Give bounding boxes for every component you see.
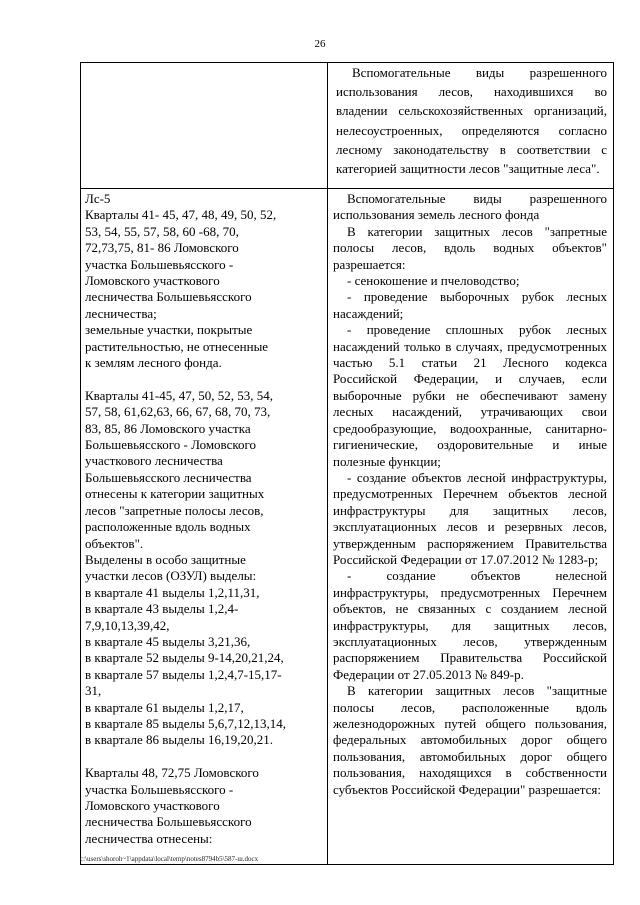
left-text-line: лесничества;: [85, 305, 157, 321]
table-row: [81, 189, 614, 865]
left-text-line: растительностью, не отнесенные: [85, 338, 269, 354]
main-right-cell: [328, 189, 614, 865]
left-text-line: земельные участки, покрытые: [85, 322, 253, 338]
left-text-line: Ломовского участкового: [85, 798, 220, 813]
left-text-line: 83, 85, 86 Ломовского участка: [85, 420, 251, 436]
left-text-line: к землям лесного фонда.: [85, 355, 222, 371]
file-path-footer: c:\users\shoroh~1\appdata\local\temp\notes8794b5\587-ш.docx: [80, 855, 259, 863]
left-text-line: Кварталы 41- 45, 47, 48, 49, 50, 52,: [85, 207, 277, 223]
main-left-cell: [81, 189, 328, 865]
table-row: [81, 63, 614, 189]
left-text-line: Выделены в особо защитные: [85, 551, 246, 567]
left-text-line: участка Большевьясского -: [85, 256, 234, 272]
document-table: [80, 62, 614, 865]
left-text-block: [85, 765, 324, 847]
left-text-line: Ломовского участкового: [85, 273, 220, 289]
left-text-line: объектов".: [85, 535, 144, 551]
top-right-paragraph: Вспомогательные виды разрешенного использования лесов, находившихся во владении сельскохозяйственных организаций, нелесоустроенных, определяются согласно лесному законодательству в соответствии с категорией защитности лесов "защитные леса".: [336, 65, 607, 177]
left-text-line: Лс-5: [85, 191, 111, 206]
left-text-line: лесничества отнесены:: [85, 830, 213, 846]
left-text-line: Кварталы 41-45, 47, 50, 52, 53, 54,: [85, 387, 274, 403]
left-text-block: [85, 191, 324, 371]
left-text-line: в квартале 86 выделы 16,19,20,21.: [85, 732, 273, 748]
right-paragraph: - создание объектов нелесной инфраструктуры, предусмотренных Перечнем объектов, не связанных с созданием лесной инфраструктуры, для защитных лесов, эксплуатационных лесов, утвержденным распоряжением Правительства Российской Федерации от 27.05.2013 № 849-р.: [333, 568, 607, 682]
left-text-line: участка Большевьясского -: [85, 781, 234, 797]
page-number: 26: [314, 38, 326, 50]
left-text-container: [81, 189, 327, 847]
left-text-line: отнесены к категории защитных: [85, 486, 265, 502]
left-text-line: Большевьясского - Ломовского: [85, 437, 257, 453]
left-text-line: лесничества Большевьясского: [85, 289, 252, 305]
right-text-container: [328, 189, 613, 798]
right-paragraph: - проведение сплошных рубок лесных насаждений только в случаях, предусмотренных частью 5.1 статьи 21 Лесного кодекса Российской Федерации, и случаев, если выборочные рубки не обеспечивают замену лесных насаждений, утрачивающих свои средообразующие, водоохранные, санитарно-гигиенические, оздоровительные и иные полезные функции;: [333, 322, 607, 469]
left-text-block: [85, 388, 324, 749]
right-paragraph: В категории защитных лесов "запретные полосы лесов, вдоль водных объектов" разрешается:: [333, 223, 607, 272]
left-text-line: 57, 58, 61,62,63, 66, 67, 68, 70, 73,: [85, 404, 271, 420]
top-left-cell: [81, 63, 328, 189]
right-paragraph: В категории защитных лесов "защитные полосы лесов, расположенные вдоль железнодорожных путей общего пользования, федеральных автомобильных дорог общего пользования, автомобильных дорог общего пользования, находящихся в собственности субъектов Российской Федерации" разрешается:: [333, 683, 607, 797]
right-paragraph: - сенокошение и пчеловодство;: [347, 273, 520, 289]
left-text-line: в квартале 85 выделы 5,6,7,12,13,14,: [85, 715, 286, 731]
left-text-line: в квартале 52 выделы 9-14,20,21,24,: [85, 650, 284, 666]
left-text-line: 7,9,10,13,39,42,: [85, 617, 170, 633]
left-text-line: расположенные вдоль водных: [85, 519, 251, 535]
left-text-line: лесничества Большевьясского: [85, 814, 252, 830]
left-text-line: в квартале 43 выделы 1,2,4-: [85, 601, 239, 617]
left-text-line: в квартале 61 выделы 1,2,17,: [85, 699, 244, 715]
left-text-line: Большевьясского лесничества: [85, 469, 252, 485]
right-paragraph: - проведение выборочных рубок лесных насаждений;: [333, 289, 607, 321]
left-text-line: 31,: [85, 683, 102, 699]
top-right-cell: [328, 63, 614, 189]
left-text-line: 72,73,75, 81- 86 Ломовского: [85, 240, 239, 256]
left-text-line: 53, 54, 55, 57, 58, 60 -68, 70,: [85, 223, 239, 239]
left-text-line: в квартале 57 выделы 1,2,4,7-15,17-: [85, 666, 282, 682]
left-text-line: лесов "запретные полосы лесов,: [85, 502, 264, 518]
left-text-line: в квартале 41 выделы 1,2,11,31,: [85, 584, 260, 600]
left-text-line: участкового лесничества: [85, 453, 223, 469]
right-paragraph: - создание объектов лесной инфраструктуры, предусмотренных Перечнем объектов лесной инфраструктуры для защитных лесов, эксплуатационных лесов и резервных лесов, утвержденным распоряжением Правительства Российской Федерации от 17.07.2012 № 1283-р;: [333, 469, 607, 567]
left-text-line: в квартале 45 выделы 3,21,36,: [85, 633, 251, 649]
left-text-line: Кварталы 48, 72,75 Ломовского: [85, 765, 259, 781]
right-paragraph: Вспомогательные виды разрешенного использования земель лесного фонда: [333, 191, 607, 223]
left-text-line: участки лесов (ОЗУЛ) выделы:: [85, 568, 257, 584]
